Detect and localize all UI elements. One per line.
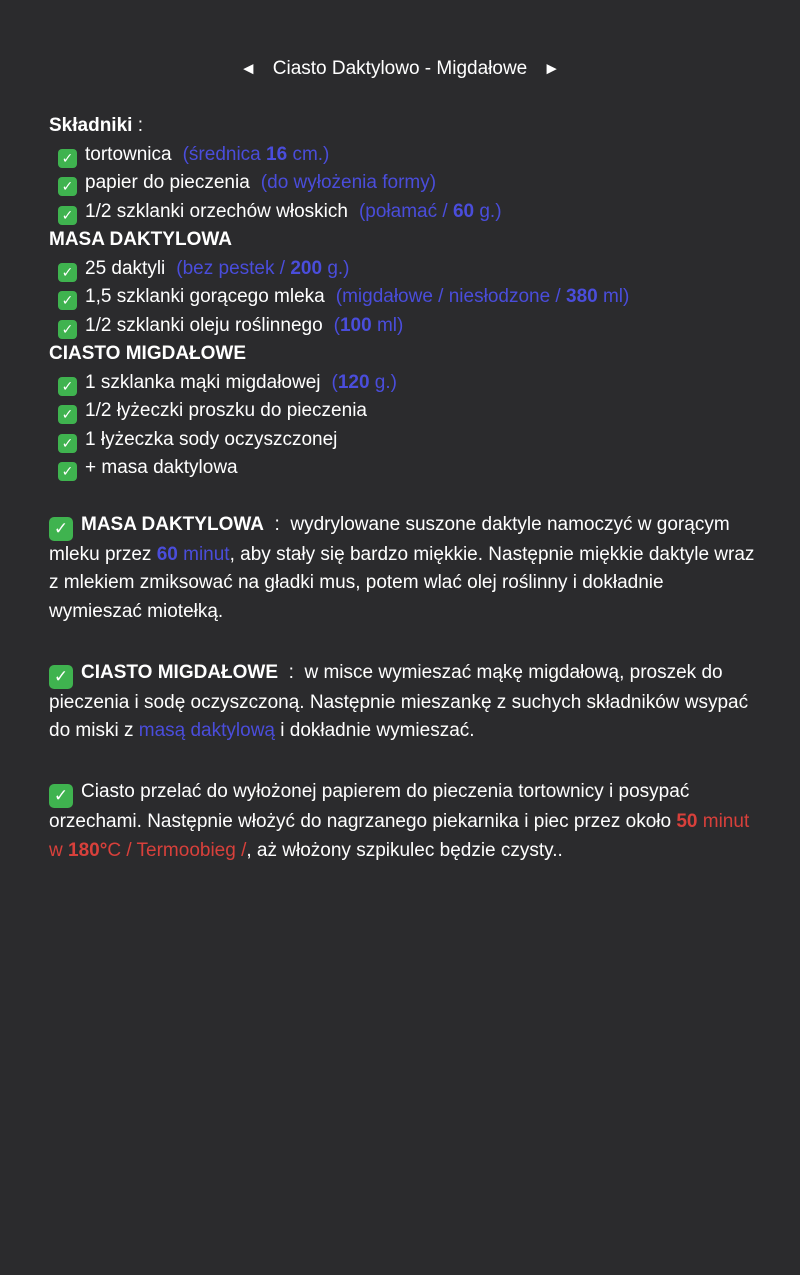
ingredient-list-ciasto-migdalowe [49,369,769,483]
step-masa-daktylowa: ✓ MASA DAKTYLOWA : wydrylowane suszone daktyle namoczyć w gorącym mleku przez 60 minut, aby stały się bardzo miękkie. Następnie miękkie daktyle wraz z mlekiem zmiksować na gładki mus, potem wlać olej roślinny i dokładnie wymieszać miotełką. [49,513,755,622]
ingredient-text: 1 szklanka mąki migdałowej [85,371,321,393]
check-icon: ✓ [49,517,73,541]
check-icon: ✓ [58,206,77,225]
ingredient-note: (połamać / 60 g.) [358,200,502,222]
step-baking: ✓ Ciasto przelać do wyłożonej papierem do pieczenia tortownicy i posypać orzechami. Następnie włożyć do nagrzanego piekarnika i piec przez około 50 minut w 180°C / Termoobieg /, aż włożony szpikulec będzie czysty.. [49,781,750,861]
recipe-title: Ciasto Daktylowo - Migdałowe [272,58,528,79]
ingredient-note: (100 ml) [333,314,404,336]
ingredient-text: 1,5 szklanki gorącego mleka [85,286,325,307]
check-icon: ✓ [58,405,77,424]
ingredient-item [49,169,769,198]
check-icon: ✓ [58,263,77,282]
step-heading: MASA DAKTYLOWA [81,513,264,535]
check-icon: ✓ [58,462,77,481]
ingredient-item [49,141,769,170]
ingredient-text: 1/2 szklanki orzechów włoskich [85,200,348,222]
ingredient-text: 1/2 szklanki oleju roślinnego [85,314,323,336]
check-icon: ✓ [58,377,77,396]
check-icon: ✓ [58,320,77,339]
ingredient-item [49,255,769,284]
ingredient-item [49,454,769,483]
ingredients-group-ciasto-migdalowe: CIASTO MIGDAŁOWE [49,343,247,364]
ingredients-heading: Składniki : [49,115,143,136]
ingredient-item [49,283,769,312]
check-icon: ✓ [49,665,73,689]
ingredient-item [49,426,769,455]
check-icon: ✓ [58,291,77,310]
ingredient-item [49,312,769,341]
ingredient-list-masa-daktylowa [49,255,769,341]
ingredient-text: 1 łyżeczka sody oczyszczonej [85,428,338,450]
ingredients-group-masa-daktylowa: MASA DAKTYLOWA [49,229,232,250]
ingredient-note: (średnica 16 cm.) [182,143,330,165]
next-arrow-icon[interactable]: ► [543,59,561,78]
ingredient-text: + masa daktylowa [85,457,238,478]
ingredient-list-general [49,141,769,227]
ingredient-text: 1/2 łyżeczki proszku do pieczenia [85,400,367,421]
ingredient-note: (migdałowe / niesłodzone / 380 ml) [335,286,630,307]
recipe-content [49,112,769,865]
ingredient-text: 25 daktyli [85,257,166,279]
prev-arrow-icon[interactable]: ◄ [239,59,257,78]
recipe-title-bar [0,54,800,84]
ingredient-item [49,369,769,398]
ingredient-note: (120 g.) [331,371,397,393]
check-icon: ✓ [49,784,73,808]
step-ciasto-migdalowe: ✓ CIASTO MIGDAŁOWE : w misce wymieszać mąkę migdałową, proszek do pieczenia i sodę oczyszczoną. Następnie mieszankę z suchych składników wsypać do miski z masą daktylową i dokładnie wymieszać. [49,661,749,742]
ingredient-text: papier do pieczenia [85,172,250,193]
ingredient-item [49,397,769,426]
check-icon: ✓ [58,177,77,196]
check-icon: ✓ [58,434,77,453]
ingredient-note: (bez pestek / 200 g.) [176,257,350,279]
step-heading: CIASTO MIGDAŁOWE [81,661,279,683]
check-icon: ✓ [58,149,77,168]
ingredient-text: tortownica [85,143,172,165]
ingredient-note: (do wyłożenia formy) [260,172,437,193]
ingredient-item [49,198,769,227]
